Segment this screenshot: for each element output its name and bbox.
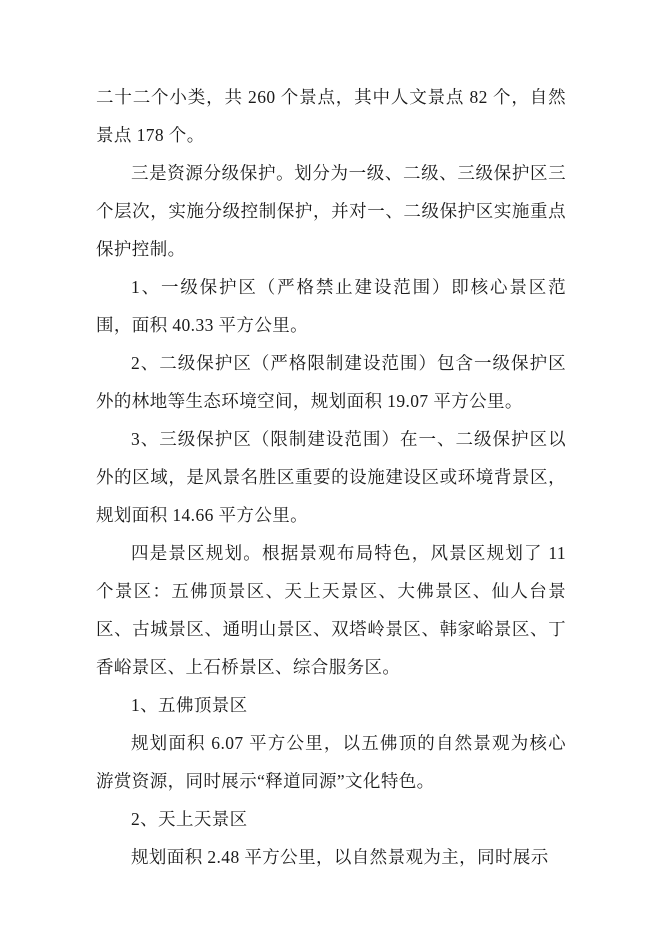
paragraph: 1、五佛顶景区 bbox=[131, 695, 248, 715]
paragraph: 三是资源分级保护。划分为一级、二级、三级保护区三个层次，实施分级控制保护，并对一、二级保护区实施重点保护控制。 bbox=[96, 163, 566, 259]
paragraph: 规划面积 6.07 平方公里，以五佛顶的自然景观为核心游赏资源，同时展示“释道同源”文化特色。 bbox=[96, 733, 566, 791]
paragraph: 3、三级保护区（限制建设范围）在一、二级保护区以外的区域，是风景名胜区重要的设施建设区或环境背景区，规划面积 14.66 平方公里。 bbox=[96, 429, 566, 525]
paragraph: 二十二个小类，共 260 个景点，其中人文景点 82 个，自然景点 178 个。 bbox=[96, 87, 566, 145]
paragraph: 1、一级保护区（严格禁止建设范围）即核心景区范围，面积 40.33 平方公里。 bbox=[96, 277, 566, 335]
paragraph: 规划面积 2.48 平方公里，以自然景观为主，同时展示 bbox=[131, 847, 549, 867]
paragraph: 四是景区规划。根据景观布局特色，风景区规划了 11 个景区：五佛顶景区、天上天景区、大佛景区、仙人台景区、古城景区、通明山景区、双塔岭景区、韩家峪景区、丁香峪景区、上石桥景区、综合服务区。 bbox=[96, 543, 566, 677]
document-body bbox=[96, 78, 566, 876]
paragraph: 2、天上天景区 bbox=[131, 809, 248, 829]
paragraph: 2、二级保护区（严格限制建设范围）包含一级保护区外的林地等生态环境空间，规划面积 19.07 平方公里。 bbox=[96, 353, 566, 411]
